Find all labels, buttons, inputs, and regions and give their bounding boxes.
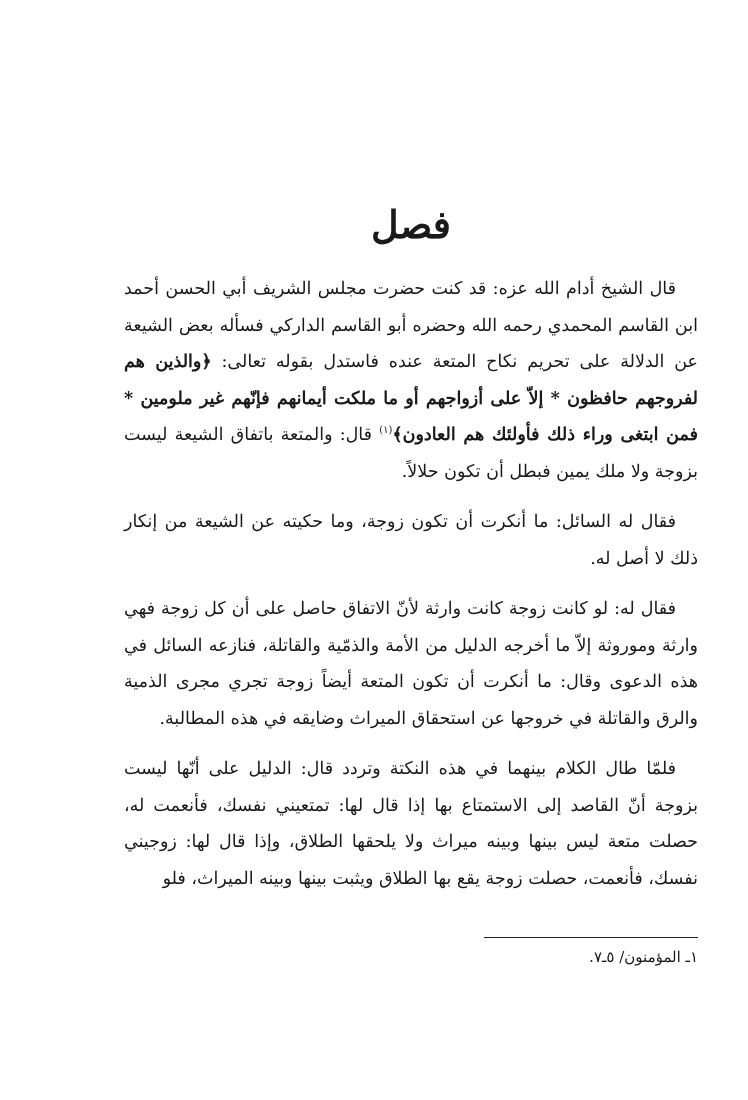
paragraph-4-text: فلمّا طال الكلام بينهما في هذه النكتة وتردد قال: الدليل على أنّها ليست بزوجة أنّ القاصد إلى الاستمتاع بها إذا قال لها: تمتعيني نفسك، فأنعمت له، حصلت متعة ليس بينها وبينه ميراث ولا يلحقها الطلاق، وإذا قال لها: زوجيني نفسك، فأنعمت، حصلت زوجة يقع بها الطلاق ويثبت بينها وبينه الميراث، فلو [124,759,698,889]
paragraph-3-text: فقال له: لو كانت زوجة كانت وارثة لأنّ الاتفاق حاصل على أن كل زوجة فهي وارثة وموروثة إلاّ ما أخرجه الدليل من الأمة والذمّية والقاتلة، فنازعه السائل في هذه الدعوى وقال: ما أنكرت أن تكون المتعة أيضاً زوجة تجري مجرى الذمية والرق والقاتلة في خروجها عن استحقاق الميراث وضايقه في هذه المطالبة. [124,599,698,729]
footnote: ١ـ المؤمنون/ ٥ـ٧. [589,948,698,966]
quran-verse: ﴿والذين هم لفروجهم حافظون * إلاّ على أزواجهم أو ما ملكت أيمانهم فإنّهم غير ملومين * فمن ابتغى وراء ذلك فأولئك هم العادون﴾ [124,352,698,445]
paragraph-3 [124,591,698,737]
section-title: فصل [371,202,451,247]
paragraph-1 [124,271,698,490]
footnote-separator [484,937,698,938]
paragraph-2-text: فقال له السائل: ما أنكرت أن تكون زوجة، وما حكيته عن الشيعة من إنكار ذلك لا أصل له. [124,512,698,569]
paragraph-4 [124,751,698,897]
page-body [124,195,698,897]
footnote-reference: (١) [379,425,393,437]
paragraph-1-outro: قال: والمتعة باتفاق الشيعة ليست بزوجة ولا ملك يمين فبطل أن تكون حلالاً. [124,425,698,482]
paragraph-2 [124,504,698,577]
paragraph-1-intro: قال الشيخ أدام الله عزه: قد كنت حضرت مجلس الشريف أبي الحسن أحمد ابن القاسم المحمدي رحمه الله وحضره أبو القاسم الداركي فسأله بعض الشيعة عن الدلالة على تحريم نكاح المتعة عنده فاستدل بقوله تعالى: [124,279,698,372]
